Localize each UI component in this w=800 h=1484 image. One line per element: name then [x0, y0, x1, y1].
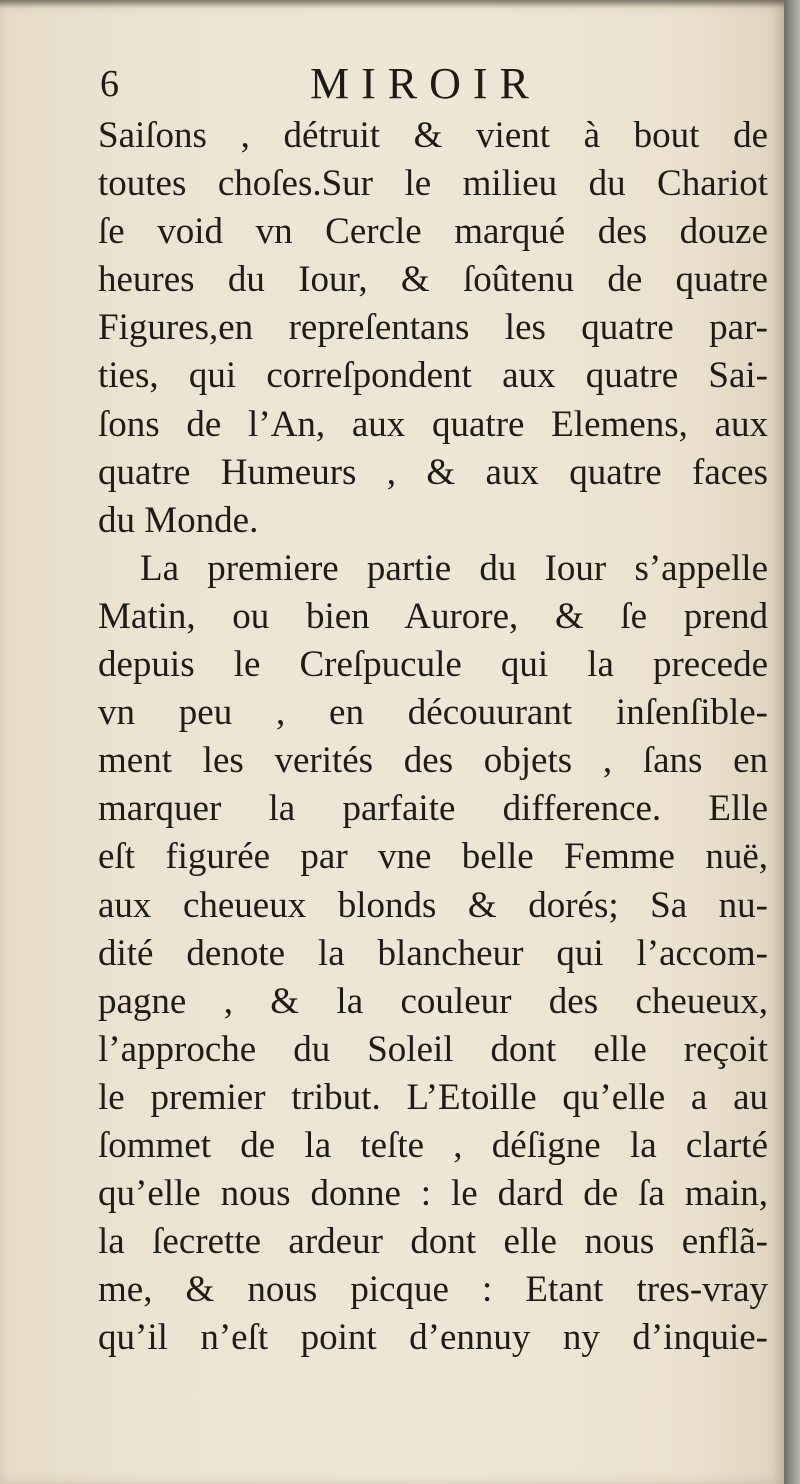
text-line: eſt figurée par vne belle Femme nuë,	[98, 836, 768, 878]
text-line: ſons de l’An, aux quatre Elemens, aux	[98, 403, 768, 445]
text-line: dité denote la blancheur qui l’accom-	[98, 932, 768, 974]
text-line: vn peu , en découurant inſenſible-	[98, 692, 768, 734]
text-line: qu’il n’eſt point d’ennuy ny d’inquie-	[98, 1317, 768, 1359]
book-edge	[784, 0, 800, 1484]
running-head	[0, 58, 784, 114]
text-line: le premier tribut. L’Etoille qu’elle a au	[98, 1076, 768, 1118]
text-line: Matin, ou bien Aurore, & ſe prend	[98, 595, 768, 637]
text-line: pagne , & la couleur des cheueux,	[98, 980, 768, 1022]
text-line: quatre Humeurs , & aux quatre faces	[98, 451, 768, 493]
text-line: ment les verités des objets , ſans en	[98, 740, 768, 782]
text-line: me, & nous picque : Etant tres-vray	[98, 1269, 768, 1311]
text-line: aux cheueux blonds & dorés; Sa nu-	[98, 884, 768, 926]
text-line: ſommet de la teſte , déſigne la clarté	[98, 1124, 768, 1166]
text-line: ſe void vn Cercle marqué des douze	[98, 211, 768, 253]
text-line: depuis le Creſpucule qui la precede	[98, 644, 768, 686]
page-number: 6	[100, 63, 119, 105]
text-line: toutes choſes.Sur le milieu du Chariot	[98, 163, 768, 205]
text-line-paragraph-end: du Monde.	[98, 499, 259, 541]
text-line: Saiſons , détruit & vient à bout de	[98, 115, 768, 156]
text-line-paragraph-start: La premiere partie du Iour s’appelle	[140, 547, 768, 589]
text-line: l’approche du Soleil dont elle reçoit	[98, 1028, 768, 1070]
running-title: MIROIR	[310, 59, 541, 108]
text-line: la ſecrette ardeur dont elle nous enflã-	[98, 1221, 768, 1263]
text-line: heures du Iour, & ſoûtenu de quatre	[98, 259, 768, 301]
text-line: ties, qui correſpondent aux quatre Sai-	[98, 355, 768, 397]
body-text	[98, 112, 768, 1362]
text-line: Figures,en repreſentans les quatre par-	[98, 307, 768, 349]
page-top-shadow	[0, 0, 784, 8]
text-line: qu’elle nous donne : le dard de ſa main,	[98, 1173, 768, 1215]
text-line: marquer la parfaite difference. Elle	[98, 788, 768, 830]
